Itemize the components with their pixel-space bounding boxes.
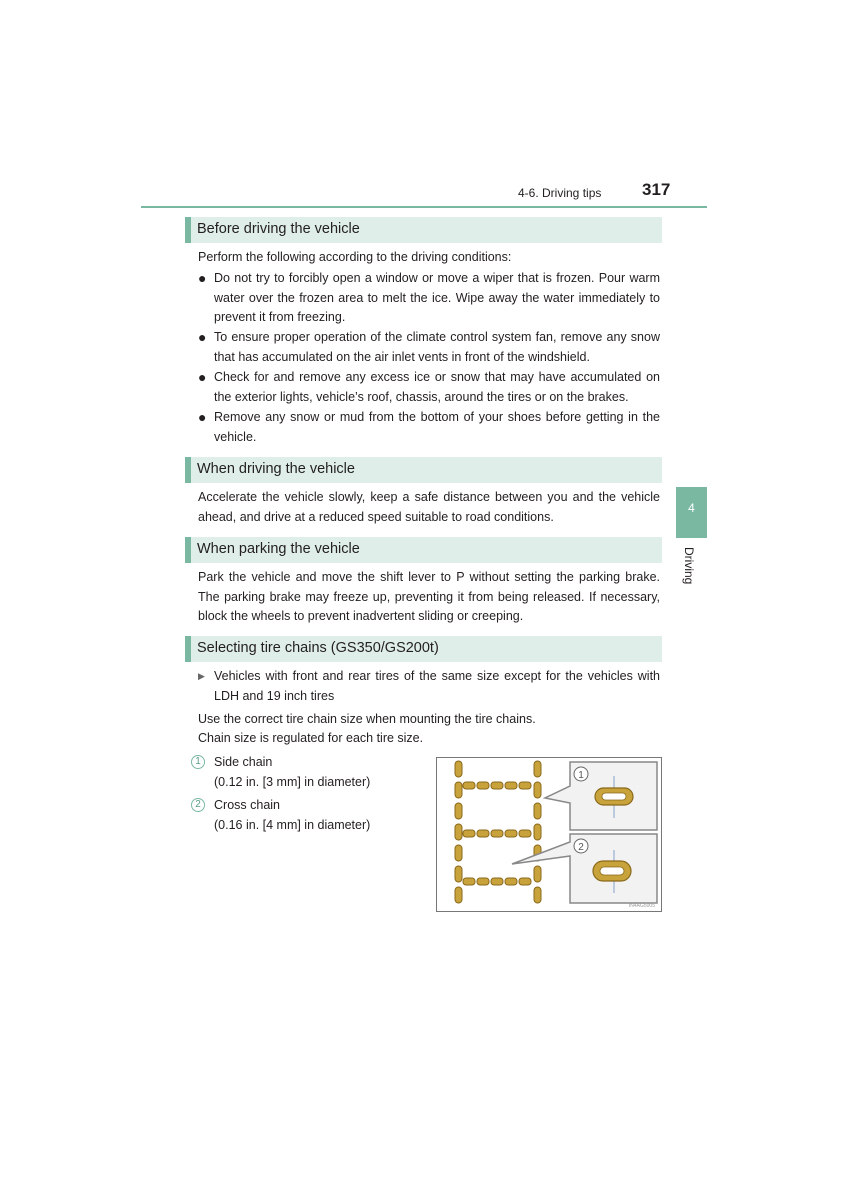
item-detail: (0.12 in. [3 mm] in diameter) [214,774,371,789]
section-heading-when-parking [185,537,662,563]
chain-diagram [437,758,662,912]
paragraph: Park the vehicle and move the shift lever to P without setting the parking brake. The parking brake may freeze up, preventing it from being released. If necessary, block the wheels to prevent inadvertent sliding or creeping. [198,570,660,623]
callout-number-1: 1 [578,770,584,781]
number-badge: 2 [191,798,205,812]
paragraph: Use the correct tire chain size when mounting the tire chains. [198,712,536,726]
header-rule [141,206,707,208]
section-heading-before-driving [185,217,662,243]
item-name: Side chain [214,755,273,769]
list-item-text: To ensure proper operation of the climate control system fan, remove any snow that has accumulated on the air inlet vents in front of the windshield. [214,330,660,364]
list-item-text: Do not try to forcibly open a window or move a wiper that is frozen. Pour warm water over the frozen area to melt the ice. Wipe away the water immediately to prevent it from freezing. [214,271,660,324]
page-number: 317 [642,180,671,199]
number-badge: 1 [191,755,205,769]
chapter-label: Driving [682,547,696,585]
figure-code: IN4AG5005 [628,903,655,909]
paragraph: Accelerate the vehicle slowly, keep a safe distance between you and the vehicle ahead, and drive at a reduced speed suitable to road conditions. [198,490,660,524]
section-heading-tire-chains [185,636,662,662]
section-title: Selecting tire chains (GS350/GS200t) [197,640,439,656]
bullet-icon: ● [198,409,207,425]
numbered-item [191,753,431,792]
chapter-number: 4 [688,501,695,515]
bullet-icon: ● [198,329,207,345]
cross-chain-middle [463,830,531,837]
cross-chain-top [463,782,531,789]
running-header-section: 4-6. Driving tips [518,186,602,200]
callout-side-chain [545,762,657,830]
list-item-text: Remove any snow or mud from the bottom of your shoes before getting in the vehicle. [214,410,660,444]
chapter-tab [676,487,707,538]
tire-chain-illustration [436,757,662,912]
cross-chain-bottom [463,878,531,885]
callout-number-2: 2 [578,842,584,853]
paragraph: Perform the following according to the driving conditions: [198,250,512,264]
side-chain-right [534,761,541,903]
paragraph: Chain size is regulated for each tire size. [198,731,424,745]
bullet-icon: ● [198,270,207,286]
list-item-text: Check for and remove any excess ice or snow that may have accumulated on the exterior lights, vehicle’s roof, chassis, around the tires or on the brakes. [214,370,660,404]
section-title: When parking the vehicle [197,541,360,557]
list-item [198,269,660,328]
bullet-icon: ● [198,369,207,385]
sub-condition [198,667,660,706]
numbered-item [191,796,431,835]
section-title: Before driving the vehicle [197,221,360,237]
list-item [198,328,660,367]
list-item [198,408,660,447]
list-item [198,368,660,407]
section-title: When driving the vehicle [197,461,355,477]
section-heading-when-driving [185,457,662,483]
sub-condition-text: Vehicles with front and rear tires of the same size except for the vehicles with LDH and 19 inch tires [214,669,660,703]
item-detail: (0.16 in. [4 mm] in diameter) [214,817,371,832]
item-name: Cross chain [214,798,280,812]
triangle-icon: ▶ [198,671,205,681]
side-chain-left [455,761,462,903]
